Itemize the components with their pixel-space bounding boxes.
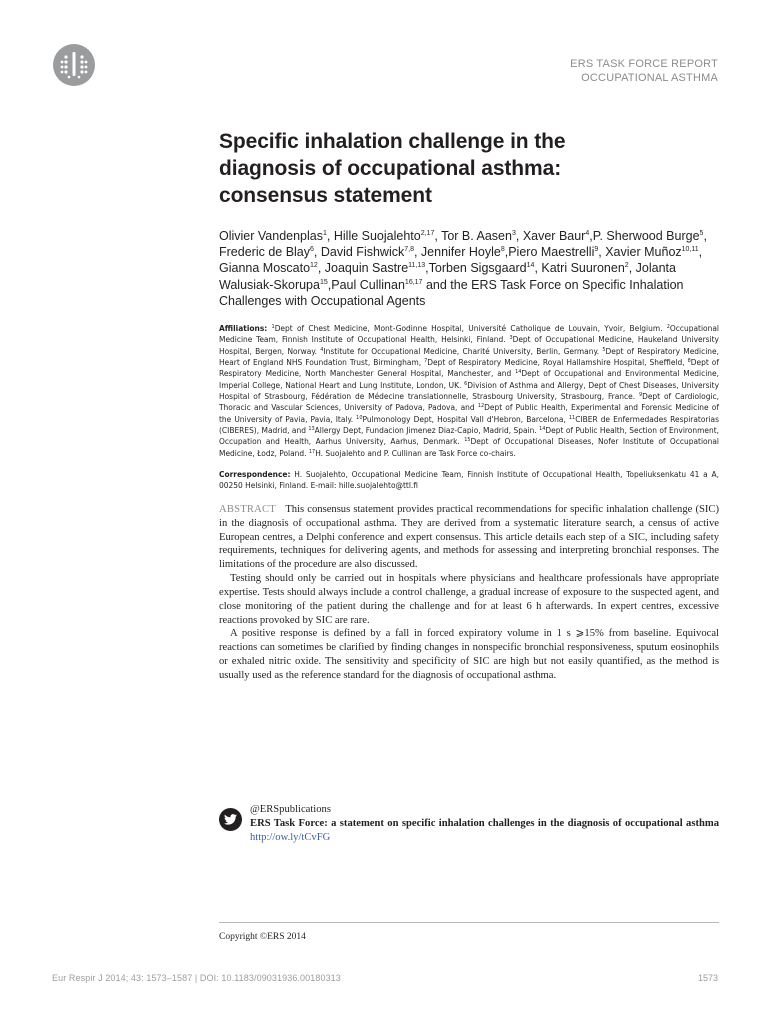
correspondence-text: H. Suojalehto, Occupational Medicine Team, Finnish Institute of Occupational Health, Topeliuksenkatu 41 a A, 00250 Helsinki, Finland. E-mail: hille.suojalehto@ttl.fi: [219, 469, 719, 491]
affiliation-text: Dept of Occupational and Environmental Medicine, Imperial College, National Heart and Lung Institute, London, UK.: [219, 368, 719, 390]
author-affiliation-ref: 6: [310, 246, 314, 254]
author-name: Katri Suuronen: [541, 261, 625, 276]
author-name: Frederic de Blay: [219, 245, 311, 260]
affiliation-text: Dept of Occupational Diseases, Nofer Institute of Occupational Medicine, Łodz, Poland.: [219, 436, 719, 458]
affiliation-number: 15: [464, 437, 471, 444]
author-separator: ,: [698, 245, 706, 260]
ers-logo: [53, 44, 95, 86]
affiliation-number: 10: [356, 414, 363, 421]
affiliation-number: 3: [509, 335, 513, 342]
copyright: Copyright ©ERS 2014: [219, 932, 306, 942]
author-name: P. Sherwood Burge: [592, 229, 700, 243]
affiliation-number: 6: [464, 380, 468, 387]
article-title: [219, 128, 719, 209]
author-affiliation-ref: 3: [511, 230, 516, 237]
affiliation-text: Dept of Respiratory Medicine, Royal Hallamshire Hospital, Sheffield,: [427, 357, 688, 368]
tweet-box: [219, 803, 719, 844]
affiliation-number: 12: [477, 403, 485, 410]
abstract-paragraph: Testing should only be carried out in hospitals where physicians and healthcare professionals have appropriate expertise. Tests should always include a control challenge, a gradual increase of exposure to the suspected agent, and close monitoring of the patient during the challenge and for at least 6 h afterwards. In expert centres, excessive reactions provoked by SIC are rare.: [219, 573, 719, 626]
affiliation-number: 11: [568, 414, 576, 421]
footnote-divider: [219, 922, 719, 923]
affiliation-text: Institute for Occupational Medicine, Charité University, Berlin, Germany.: [323, 345, 603, 356]
author-affiliation-ref: 15: [319, 278, 328, 286]
affiliation-number: 8: [687, 358, 691, 365]
tweet-content: [250, 803, 719, 844]
abstract-paragraph: A positive response is defined by a fall in forced expiratory volume in 1 s ⩾15% from baseline. Equivocal reactions can sometimes be clarified by finding changes in nonspecific bronchial responsiveness, sputum eosinophils or exhaled nitric oxide. The sensitivity and specificity of SIC are high but not easily quantified, as the method is usually used as the reference standard for the diagnosis of occupational asthma.: [219, 628, 719, 681]
author-name: Joaquin Sastre: [324, 261, 409, 276]
author-name: Piero Maestrelli: [508, 245, 595, 260]
author-separator: ,: [534, 261, 542, 276]
author-name: Xavier Muñoz: [605, 245, 682, 260]
affiliation-text: Division of Asthma and Allergy, Dept of Chest Diseases, University Hospital of Strasbourg, Fédération de Médecine translationnelle, Strasbourg University, Strasbourg, France.: [219, 379, 719, 402]
correspondence-label: Correspondence:: [219, 469, 291, 480]
author-affiliation-ref: 11,13: [408, 262, 426, 270]
author-affiliation-ref: 9: [594, 246, 599, 254]
author-affiliation-ref: 8: [500, 246, 505, 254]
authors-tail: and the ERS Task Force on Specific Inhalation Challenges with Occupational Agents: [219, 277, 684, 308]
author-separator: ,: [589, 229, 593, 243]
affiliation-number: 13: [308, 426, 315, 433]
twitter-bird-icon[interactable]: [219, 808, 242, 831]
citation-footer: Eur Respir J 2014; 43: 1573–1587 | DOI: 10.1183/09031936.00180313: [52, 973, 341, 983]
author-separator: ,: [317, 261, 325, 276]
affiliation-number: 9: [638, 392, 643, 399]
author-name: Jennifer Hoyle: [420, 245, 501, 260]
author-name: Paul Cullinan: [331, 277, 405, 292]
author-separator: ,: [703, 229, 711, 243]
affiliation-text: H. Suojalehto and P. Cullinan are Task Force co-chairs.: [315, 447, 516, 458]
affiliation-number: 14: [515, 369, 522, 376]
author-affiliation-ref: 10,11: [681, 246, 699, 254]
author-affiliation-ref: 14: [526, 262, 535, 270]
author-separator: ,: [434, 229, 442, 243]
author-separator: ,: [628, 261, 636, 276]
author-name: Torben Sigsgaard: [428, 261, 527, 276]
author-affiliation-ref: 12: [310, 262, 318, 270]
tweet-body: [250, 817, 719, 845]
affiliation-number: 2: [666, 324, 670, 331]
affiliation-text: Dept of Chest Medicine, Mont-Godinne Hospital, Université Catholique de Louvain, Yvoir, Belgium.: [274, 323, 667, 334]
report-type-line2: OCCUPATIONAL ASTHMA: [581, 72, 718, 84]
author-separator: ,: [515, 229, 523, 243]
abstract: [219, 503, 719, 683]
affiliation-number: 5: [602, 346, 606, 353]
author-affiliation-ref: 5: [699, 230, 704, 237]
affiliation-number: 1: [271, 324, 275, 331]
author-separator: ,: [413, 245, 421, 260]
page-number: 1573: [697, 973, 718, 983]
affiliation-number: 7: [424, 358, 428, 365]
title-line: Specific inhalation challenge in the: [219, 130, 566, 153]
affiliation-text: Allergy Dept, Fundacion Jimenez Diaz-Capio, Madrid, Spain.: [314, 425, 540, 436]
affiliation-text: Dept of Respiratory Medicine, North Manchester General Hospital, Manchester, and: [219, 357, 720, 379]
tweet-text: ERS Task Force: a statement on specific inhalation challenges in the diagnosis of occupational asthma: [250, 817, 719, 829]
correspondence: [219, 469, 719, 492]
affiliation-text: Occupational Medicine Team, Finnish Institute of Occupational Health, Helsinki, Finland.: [219, 323, 719, 345]
author-affiliation-ref: 16,17: [404, 278, 423, 286]
report-type-label: [570, 57, 718, 85]
article-main: [219, 128, 719, 683]
author-separator: ,: [504, 245, 509, 260]
affiliation-number: 14: [539, 426, 546, 433]
affiliation-text: Dept of Respiratory Medicine, Heart of England NHS Foundation Trust, Birmingham,: [219, 345, 719, 368]
title-line: diagnosis of occupational asthma:: [219, 157, 562, 180]
author-name: Olivier Vandenplas: [219, 229, 323, 243]
author-separator: ,: [598, 245, 606, 260]
affiliations: [219, 323, 719, 459]
affiliation-text: Pulmonology Dept, Hospital Vall d'Hebron, Barcelona,: [362, 413, 569, 424]
author-affiliation-ref: 7,8: [404, 246, 414, 254]
affiliation-number: 4: [320, 346, 324, 353]
title-line: consensus statement: [219, 184, 432, 207]
affiliation-text: Dept of Cardiologic, Thoracic and Vascular Sciences, University of Padova, Padova, and: [219, 391, 719, 413]
report-type-line1: ERS TASK FORCE REPORT: [570, 58, 718, 70]
tweet-link[interactable]: http://ow.ly/tCvFG: [250, 831, 331, 843]
affiliation-text: Dept of Occupational Medicine, Haukeland University Hospital, Bergen, Norway.: [219, 334, 719, 356]
author-affiliation-ref: 4: [585, 230, 590, 237]
abstract-paragraph: [219, 503, 719, 572]
affiliations-label: Affiliations:: [219, 323, 268, 334]
author-name: Jolanta Walusiak-Skorupa: [219, 261, 676, 292]
author-name: Gianna Moscato: [219, 261, 311, 276]
abstract-label: ABSTRACT: [219, 503, 276, 515]
author-affiliation-ref: 1: [323, 230, 327, 237]
author-affiliation-ref: 2,17: [420, 230, 435, 237]
author-list: [219, 228, 719, 309]
author-separator: ,: [327, 277, 332, 292]
author-separator: ,: [313, 245, 321, 260]
abstract-p1-text: This consensus statement provides practical recommendations for specific inhalation challenge (SIC) in the diagnosis of occupational asthma. They are derived from a systematic literature search, a census of active European centres, a Delphi conference and expert consensus. This article details each step of a SIC, including safety requirements, techniques for delivering agents, and methods for assessing and interpreting bronchial responses. The limitations of the procedure are also discussed.: [219, 503, 719, 571]
author-name: Xaver Baur: [522, 229, 586, 243]
author-name: Hille Suojalehto: [333, 229, 421, 243]
author-name: Tor B. Aasen: [441, 229, 512, 243]
author-separator: ,: [425, 261, 429, 276]
affiliation-text: Dept of Public Health, Experimental and Forensic Medicine of the University of Pavia, Pavia, Italy.: [219, 402, 719, 424]
affiliations-text: [219, 323, 719, 458]
author-affiliation-ref: 2: [624, 262, 629, 270]
affiliation-number: 17: [308, 448, 316, 455]
author-name: David Fishwick: [320, 245, 405, 260]
affiliation-text: CIBER de Enfermedades Respiratorias (CIBERES), Madrid, and: [219, 413, 720, 436]
tweet-handle[interactable]: @ERSpublications: [250, 804, 331, 815]
author-separator: ,: [326, 229, 334, 243]
affiliation-text: Dept of Public Health, Section of Environment, Occupation and Health, Aarhus University, Aarhus, Denmark.: [219, 425, 719, 447]
